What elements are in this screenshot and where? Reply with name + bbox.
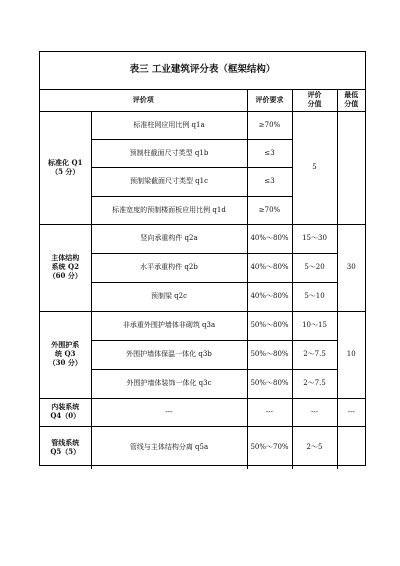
header-item: 评价项 [40, 89, 247, 111]
requirement-q2a: 40%～80% [247, 224, 292, 253]
header-row [40, 89, 365, 111]
item-q3b: 外围护墙体保温一体化 q3b [91, 340, 247, 369]
requirement-q2c: 40%～80% [247, 282, 292, 311]
score-q3c: 2～7.5 [292, 369, 337, 398]
group-label-q3: 外围护系 统 Q3 （30 分） [40, 311, 91, 398]
requirement-q1d: ≥70% [247, 196, 292, 224]
score-q5a: 2～5 [292, 426, 337, 469]
header-score: 评价 分值 [292, 89, 337, 111]
item-q3a: 非承重外围护墙体非砌筑 q3a [91, 311, 247, 340]
requirement-q1b: ≤3 [247, 139, 292, 167]
item-q1c: 预制梁截面尺寸类型 q1c [91, 167, 247, 196]
table-row [40, 311, 365, 340]
requirement-q5a: 50%～70% [247, 426, 292, 469]
item-q2c: 预制梁 q2c [91, 282, 247, 311]
group-label-q1: 标准化 Q1 （5 分） [40, 111, 91, 224]
score-q3a: 10～15 [292, 311, 337, 340]
score-q3b: 2～7.5 [292, 340, 337, 369]
item-q1d: 标准宽度的预制楼面板应用比例 q1d [91, 196, 247, 224]
table-title: 表三 工业建筑评分表（框架结构） [40, 52, 365, 89]
requirement-q1c: ≤3 [247, 167, 292, 196]
score-q1: 5 [292, 111, 337, 224]
table-row [40, 426, 365, 469]
score-q2c: 5～10 [292, 282, 337, 311]
item-q2b: 水平承重构件 q2b [91, 253, 247, 282]
min-score-q5 [337, 426, 365, 469]
group-label-q2: 主体结构 系统 Q2 （60 分） [40, 224, 91, 311]
score-table [40, 52, 365, 469]
score-q2a: 15～30 [292, 224, 337, 253]
table-row [40, 111, 365, 139]
group-label-q5: 管线系统 Q5（5） [40, 426, 91, 469]
min-score-q3: 10 [337, 311, 365, 398]
table-row [40, 224, 365, 253]
group-label-q4: 内装系统 Q4（0） [40, 398, 91, 426]
min-score-q2: 30 [337, 224, 365, 311]
requirement-q2b: 40%～80% [247, 253, 292, 282]
item-q1b: 预制柱截面尺寸类型 q1b [91, 139, 247, 167]
requirement-q1a: ≥70% [247, 111, 292, 139]
item-q3c: 外围护墙体装饰一体化 q3c [91, 369, 247, 398]
score-table-frame [39, 51, 366, 466]
min-score-q1 [337, 111, 365, 224]
item-q2a: 竖向承重构件 q2a [91, 224, 247, 253]
requirement-q3a: 50%～80% [247, 311, 292, 340]
table-row [40, 398, 365, 426]
min-score-q4: --- [337, 398, 365, 426]
item-q1a: 标准柱网应用比例 q1a [91, 111, 247, 139]
score-q2b: 5～20 [292, 253, 337, 282]
score-q4: --- [292, 398, 337, 426]
item-q4: --- [91, 398, 247, 426]
requirement-q3c: 50%～80% [247, 369, 292, 398]
item-q5a: 管线与主体结构分离 q5a [91, 426, 247, 469]
header-requirement: 评价要求 [247, 89, 292, 111]
requirement-q3b: 50%～80% [247, 340, 292, 369]
header-min-score: 最低 分值 [337, 89, 365, 111]
requirement-q4: --- [247, 398, 292, 426]
